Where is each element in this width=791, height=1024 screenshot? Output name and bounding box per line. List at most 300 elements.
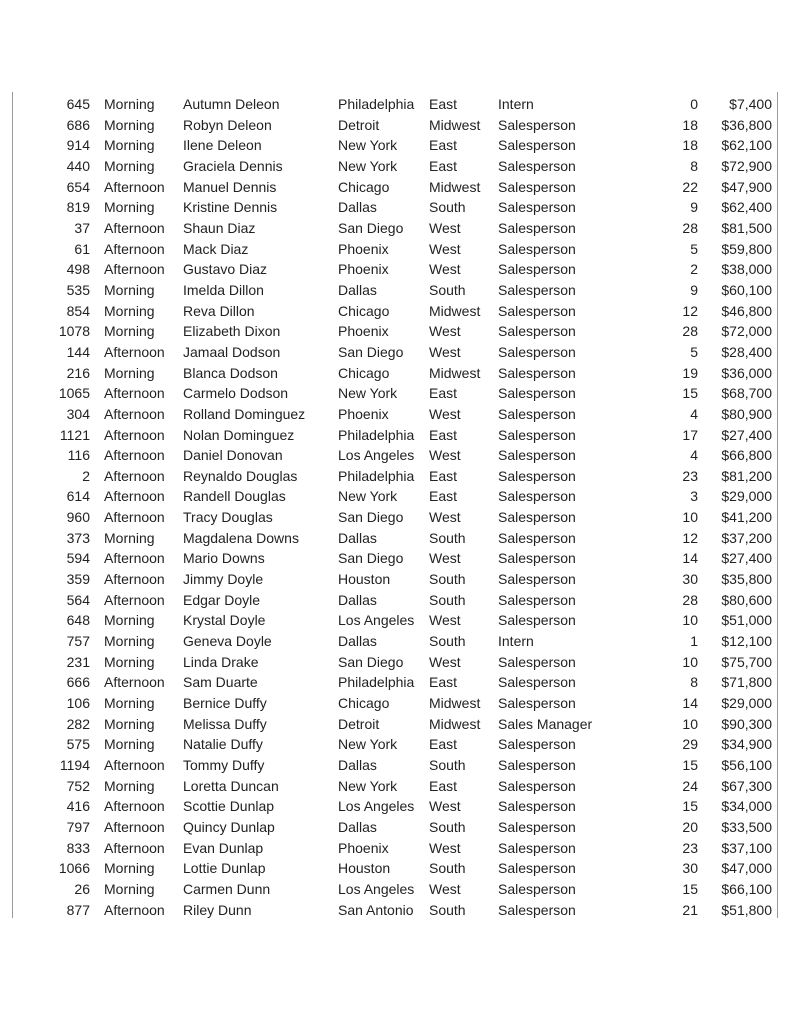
row-id-cell: 1121 (59, 426, 90, 443)
region-cell: East (429, 385, 458, 402)
role-cell: Salesperson (498, 343, 576, 360)
region-cell: West (429, 880, 461, 897)
employee-name-cell: Daniel Donovan (183, 447, 283, 464)
employee-name-cell: Quincy Dunlap (183, 818, 275, 835)
row-id-cell: 648 (66, 612, 90, 629)
region-cell: West (429, 447, 461, 464)
role-cell: Salesperson (498, 529, 576, 546)
count-cell: 28 (682, 591, 698, 608)
region-cell: South (429, 591, 466, 608)
employee-name-cell: Bernice Duffy (183, 695, 267, 712)
city-cell: Detroit (338, 116, 380, 133)
city-cell: New York (338, 736, 398, 753)
region-cell: West (429, 798, 461, 815)
salary-cell: $71,800 (721, 674, 772, 691)
row-id-cell: 645 (66, 96, 90, 112)
count-cell: 14 (682, 695, 698, 712)
employee-name-cell: Tommy Duffy (183, 757, 265, 773)
count-cell: 28 (682, 219, 698, 236)
table-row (0, 342, 791, 363)
salary-cell: $75,700 (721, 653, 772, 670)
table-row (0, 321, 791, 342)
row-id-cell: 1194 (59, 757, 90, 773)
role-cell: Salesperson (498, 302, 576, 319)
employee-name-cell: Carmen Dunn (183, 880, 271, 897)
role-cell: Salesperson (498, 157, 576, 174)
city-cell: San Diego (338, 343, 404, 360)
shift-cell: Morning (104, 860, 155, 877)
count-cell: 29 (682, 736, 698, 753)
region-cell: South (429, 571, 466, 588)
role-cell: Salesperson (498, 571, 576, 588)
salary-cell: $80,600 (721, 591, 772, 608)
region-cell: West (429, 343, 461, 360)
employee-name-cell: Krystal Doyle (183, 612, 266, 629)
table-row (0, 879, 791, 900)
table-row (0, 466, 791, 487)
row-id-cell: 594 (66, 550, 90, 567)
role-cell: Salesperson (498, 612, 576, 629)
count-cell: 28 (682, 323, 698, 340)
employee-name-cell: Natalie Duffy (183, 736, 263, 753)
salary-cell: $56,100 (721, 757, 772, 773)
role-cell: Salesperson (498, 798, 576, 815)
table-row (0, 363, 791, 384)
city-cell: Los Angeles (338, 880, 415, 897)
count-cell: 3 (690, 488, 698, 505)
table-row (0, 590, 791, 611)
region-cell: Midwest (429, 695, 481, 712)
city-cell: San Antonio (338, 901, 414, 918)
count-cell: 18 (682, 137, 698, 154)
shift-cell: Afternoon (104, 818, 165, 835)
shift-cell: Morning (104, 199, 155, 216)
salary-cell: $7,400 (729, 96, 772, 112)
employee-name-cell: Graciela Dennis (183, 157, 283, 174)
count-cell: 9 (690, 281, 698, 298)
city-cell: New York (338, 137, 398, 154)
city-cell: Chicago (338, 695, 390, 712)
row-id-cell: 416 (66, 798, 90, 815)
role-cell: Salesperson (498, 281, 576, 298)
shift-cell: Morning (104, 529, 155, 546)
row-id-cell: 37 (74, 219, 90, 236)
employee-name-cell: Randell Douglas (183, 488, 286, 505)
employee-name-cell: Ilene Deleon (183, 137, 262, 154)
salary-cell: $36,000 (721, 364, 772, 381)
salary-cell: $62,400 (721, 199, 772, 216)
region-cell: South (429, 818, 466, 835)
employee-name-cell: Mario Downs (183, 550, 265, 567)
shift-cell: Afternoon (104, 550, 165, 567)
shift-cell: Afternoon (104, 757, 165, 773)
row-id-cell: 1065 (58, 385, 90, 402)
count-cell: 10 (682, 653, 698, 670)
shift-cell: Morning (104, 736, 155, 753)
employee-name-cell: Elizabeth Dixon (183, 323, 281, 340)
employee-name-cell: Tracy Douglas (183, 509, 273, 526)
role-cell: Salesperson (498, 695, 576, 712)
city-cell: Philadelphia (338, 467, 415, 484)
employee-name-cell: Imelda Dillon (183, 281, 264, 298)
employee-name-cell: Lottie Dunlap (183, 860, 266, 877)
city-cell: Dallas (338, 281, 377, 298)
city-cell: Dallas (338, 199, 377, 216)
role-cell: Salesperson (498, 839, 576, 856)
shift-cell: Morning (104, 777, 155, 794)
employee-name-cell: Edgar Doyle (183, 591, 261, 608)
table-row (0, 796, 791, 817)
role-cell: Salesperson (498, 880, 576, 897)
city-cell: San Diego (338, 219, 404, 236)
salary-cell: $41,200 (721, 509, 772, 526)
region-cell: West (429, 261, 461, 278)
role-cell: Salesperson (498, 364, 576, 381)
table-row (0, 239, 791, 260)
shift-cell: Afternoon (104, 343, 165, 360)
table-row (0, 115, 791, 136)
salary-cell: $36,800 (721, 116, 772, 133)
shift-cell: Afternoon (104, 405, 165, 422)
count-cell: 23 (682, 467, 698, 484)
shift-cell: Morning (104, 653, 155, 670)
shift-cell: Afternoon (104, 261, 165, 278)
count-cell: 12 (682, 529, 698, 546)
salary-cell: $90,300 (721, 715, 772, 732)
role-cell: Salesperson (498, 777, 576, 794)
row-id-cell: 106 (66, 695, 90, 712)
city-cell: Phoenix (338, 240, 389, 257)
row-id-cell: 757 (66, 633, 90, 650)
shift-cell: Morning (104, 364, 155, 381)
city-cell: Dallas (338, 529, 377, 546)
employee-name-cell: Autumn Deleon (183, 96, 280, 112)
region-cell: East (429, 157, 458, 174)
row-id-cell: 752 (66, 777, 90, 794)
salary-cell: $81,500 (721, 219, 772, 236)
table-row (0, 652, 791, 673)
table-row (0, 486, 791, 507)
table-row (0, 135, 791, 156)
shift-cell: Afternoon (104, 488, 165, 505)
role-cell: Salesperson (498, 116, 576, 133)
employee-name-cell: Manuel Dennis (183, 178, 277, 195)
salary-cell: $68,700 (721, 385, 772, 402)
region-cell: South (429, 860, 466, 877)
row-id-cell: 833 (66, 839, 90, 856)
row-id-cell: 282 (66, 715, 90, 732)
region-cell: East (429, 467, 458, 484)
shift-cell: Morning (104, 116, 155, 133)
employee-name-cell: Gustavo Diaz (183, 261, 268, 278)
employee-name-cell: Nolan Dominguez (183, 426, 295, 443)
table-row (0, 838, 791, 859)
employee-name-cell: Sam Duarte (183, 674, 258, 691)
shift-cell: Morning (104, 137, 155, 154)
count-cell: 19 (682, 364, 698, 381)
salary-cell: $46,800 (721, 302, 772, 319)
table-row (0, 507, 791, 528)
region-cell: West (429, 550, 461, 567)
city-cell: Phoenix (338, 839, 389, 856)
count-cell: 15 (682, 880, 698, 897)
role-cell: Salesperson (498, 447, 576, 464)
region-cell: East (429, 777, 458, 794)
salary-cell: $51,000 (721, 612, 772, 629)
table-row (0, 280, 791, 301)
employee-name-cell: Evan Dunlap (183, 839, 264, 856)
city-cell: New York (338, 488, 398, 505)
row-id-cell: 575 (66, 736, 90, 753)
table-row (0, 425, 791, 446)
shift-cell: Morning (104, 715, 155, 732)
count-cell: 15 (682, 385, 698, 402)
region-cell: East (429, 137, 458, 154)
table-row (0, 197, 791, 218)
count-cell: 8 (690, 674, 698, 691)
count-cell: 18 (682, 116, 698, 133)
table-row (0, 301, 791, 322)
count-cell: 22 (682, 178, 698, 195)
city-cell: Houston (338, 571, 391, 588)
table-row (0, 528, 791, 549)
salary-cell: $27,400 (721, 550, 772, 567)
row-id-cell: 359 (66, 571, 90, 588)
table-row (0, 569, 791, 590)
count-cell: 30 (682, 860, 698, 877)
city-cell: Los Angeles (338, 612, 415, 629)
count-cell: 4 (690, 447, 698, 464)
count-cell: 4 (690, 405, 698, 422)
region-cell: South (429, 529, 466, 546)
table-row (0, 776, 791, 797)
shift-cell: Morning (104, 880, 155, 897)
region-cell: South (429, 901, 466, 918)
shift-cell: Morning (104, 157, 155, 174)
count-cell: 12 (682, 302, 698, 319)
row-id-cell: 654 (66, 178, 90, 195)
role-cell: Salesperson (498, 818, 576, 835)
employee-name-cell: Carmelo Dodson (183, 385, 289, 402)
row-id-cell: 819 (66, 199, 90, 216)
role-cell: Salesperson (498, 901, 576, 918)
row-id-cell: 2 (82, 467, 90, 484)
table-row (0, 858, 791, 879)
employee-name-cell: Reva Dillon (183, 302, 255, 319)
employee-name-cell: Mack Diaz (183, 240, 249, 257)
salary-cell: $66,100 (721, 880, 772, 897)
table-row (0, 259, 791, 280)
role-cell: Intern (498, 633, 534, 650)
row-id-cell: 666 (66, 674, 90, 691)
table-row (0, 631, 791, 652)
city-cell: Los Angeles (338, 447, 415, 464)
table-row (0, 218, 791, 239)
salary-cell: $28,400 (721, 343, 772, 360)
salary-cell: $47,000 (721, 860, 772, 877)
shift-cell: Afternoon (104, 839, 165, 856)
region-cell: South (429, 633, 466, 650)
role-cell: Salesperson (498, 426, 576, 443)
role-cell: Salesperson (498, 550, 576, 567)
salary-cell: $34,900 (721, 736, 772, 753)
role-cell: Salesperson (498, 178, 576, 195)
row-id-cell: 498 (66, 261, 90, 278)
region-cell: Midwest (429, 302, 481, 319)
role-cell: Salesperson (498, 591, 576, 608)
region-cell: East (429, 426, 458, 443)
count-cell: 23 (682, 839, 698, 856)
table-row (0, 672, 791, 693)
row-id-cell: 854 (66, 302, 90, 319)
shift-cell: Afternoon (104, 901, 165, 918)
salary-cell: $29,000 (721, 695, 772, 712)
role-cell: Salesperson (498, 323, 576, 340)
region-cell: South (429, 281, 466, 298)
region-cell: West (429, 509, 461, 526)
employee-name-cell: Blanca Dodson (183, 364, 278, 381)
city-cell: Dallas (338, 591, 377, 608)
role-cell: Salesperson (498, 860, 576, 877)
region-cell: Midwest (429, 715, 481, 732)
region-cell: West (429, 405, 461, 422)
role-cell: Salesperson (498, 137, 576, 154)
city-cell: San Diego (338, 550, 404, 567)
table-row (0, 548, 791, 569)
row-id-cell: 440 (66, 157, 90, 174)
salary-cell: $27,400 (721, 426, 772, 443)
role-cell: Salesperson (498, 405, 576, 422)
role-cell: Salesperson (498, 674, 576, 691)
shift-cell: Afternoon (104, 178, 165, 195)
row-id-cell: 116 (67, 447, 90, 464)
table-row (0, 734, 791, 755)
table-row (0, 177, 791, 198)
count-cell: 14 (682, 550, 698, 567)
role-cell: Salesperson (498, 488, 576, 505)
city-cell: New York (338, 385, 398, 402)
shift-cell: Morning (104, 695, 155, 712)
count-cell: 15 (682, 757, 698, 773)
city-cell: Phoenix (338, 405, 389, 422)
shift-cell: Afternoon (104, 240, 165, 257)
row-id-cell: 535 (66, 281, 90, 298)
table-row (0, 693, 791, 714)
employee-name-cell: Robyn Deleon (183, 116, 272, 133)
city-cell: Philadelphia (338, 426, 415, 443)
region-cell: East (429, 488, 458, 505)
shift-cell: Morning (104, 612, 155, 629)
count-cell: 8 (690, 157, 698, 174)
region-cell: South (429, 757, 466, 773)
salary-cell: $72,900 (721, 157, 772, 174)
employee-name-cell: Shaun Diaz (183, 219, 256, 236)
shift-cell: Afternoon (104, 798, 165, 815)
shift-cell: Afternoon (104, 219, 165, 236)
table-row (0, 714, 791, 735)
employee-name-cell: Rolland Dominguez (183, 405, 306, 422)
role-cell: Salesperson (498, 261, 576, 278)
role-cell: Salesperson (498, 385, 576, 402)
salary-cell: $81,200 (721, 467, 772, 484)
count-cell: 21 (682, 901, 698, 918)
row-id-cell: 61 (74, 240, 90, 257)
employee-name-cell: Reynaldo Douglas (183, 467, 298, 484)
count-cell: 2 (690, 261, 698, 278)
table-row (0, 383, 791, 404)
role-cell: Sales Manager (498, 715, 593, 732)
region-cell: Midwest (429, 116, 481, 133)
employee-name-cell: Magdalena Downs (183, 529, 299, 546)
count-cell: 10 (682, 715, 698, 732)
row-id-cell: 614 (66, 488, 90, 505)
salary-cell: $12,100 (721, 633, 772, 650)
employee-name-cell: Kristine Dennis (183, 199, 278, 216)
region-cell: East (429, 736, 458, 753)
shift-cell: Afternoon (104, 426, 165, 443)
role-cell: Salesperson (498, 467, 576, 484)
shift-cell: Afternoon (104, 447, 165, 464)
shift-cell: Morning (104, 323, 155, 340)
city-cell: Philadelphia (338, 674, 415, 691)
salary-cell: $59,800 (721, 240, 772, 257)
city-cell: Los Angeles (338, 798, 415, 815)
role-cell: Salesperson (498, 219, 576, 236)
table-row (0, 156, 791, 177)
row-id-cell: 1078 (58, 323, 90, 340)
salary-cell: $34,000 (721, 798, 772, 815)
employee-name-cell: Geneva Doyle (183, 633, 272, 650)
role-cell: Salesperson (498, 653, 576, 670)
row-id-cell: 304 (66, 405, 90, 422)
count-cell: 30 (682, 571, 698, 588)
row-id-cell: 686 (66, 116, 90, 133)
table-row (0, 445, 791, 466)
shift-cell: Morning (104, 281, 155, 298)
region-cell: West (429, 219, 461, 236)
employee-name-cell: Scottie Dunlap (183, 798, 275, 815)
count-cell: 1 (690, 633, 698, 650)
count-cell: 0 (690, 96, 698, 112)
count-cell: 17 (682, 426, 698, 443)
shift-cell: Afternoon (104, 385, 165, 402)
row-id-cell: 1066 (58, 860, 90, 877)
salary-cell: $38,000 (721, 261, 772, 278)
row-id-cell: 216 (66, 364, 90, 381)
salary-cell: $47,900 (721, 178, 772, 195)
shift-cell: Morning (104, 633, 155, 650)
row-id-cell: 144 (66, 343, 90, 360)
region-cell: West (429, 612, 461, 629)
row-id-cell: 231 (66, 653, 90, 670)
role-cell: Salesperson (498, 736, 576, 753)
table-row (0, 755, 791, 776)
role-cell: Salesperson (498, 199, 576, 216)
count-cell: 5 (690, 343, 698, 360)
employee-name-cell: Loretta Duncan (183, 777, 279, 794)
region-cell: West (429, 653, 461, 670)
region-cell: Midwest (429, 178, 481, 195)
shift-cell: Morning (104, 96, 155, 112)
city-cell: Phoenix (338, 261, 389, 278)
region-cell: East (429, 674, 458, 691)
shift-cell: Afternoon (104, 467, 165, 484)
count-cell: 5 (690, 240, 698, 257)
table-row (0, 94, 791, 115)
count-cell: 15 (682, 798, 698, 815)
row-id-cell: 373 (66, 529, 90, 546)
salary-cell: $35,800 (721, 571, 772, 588)
